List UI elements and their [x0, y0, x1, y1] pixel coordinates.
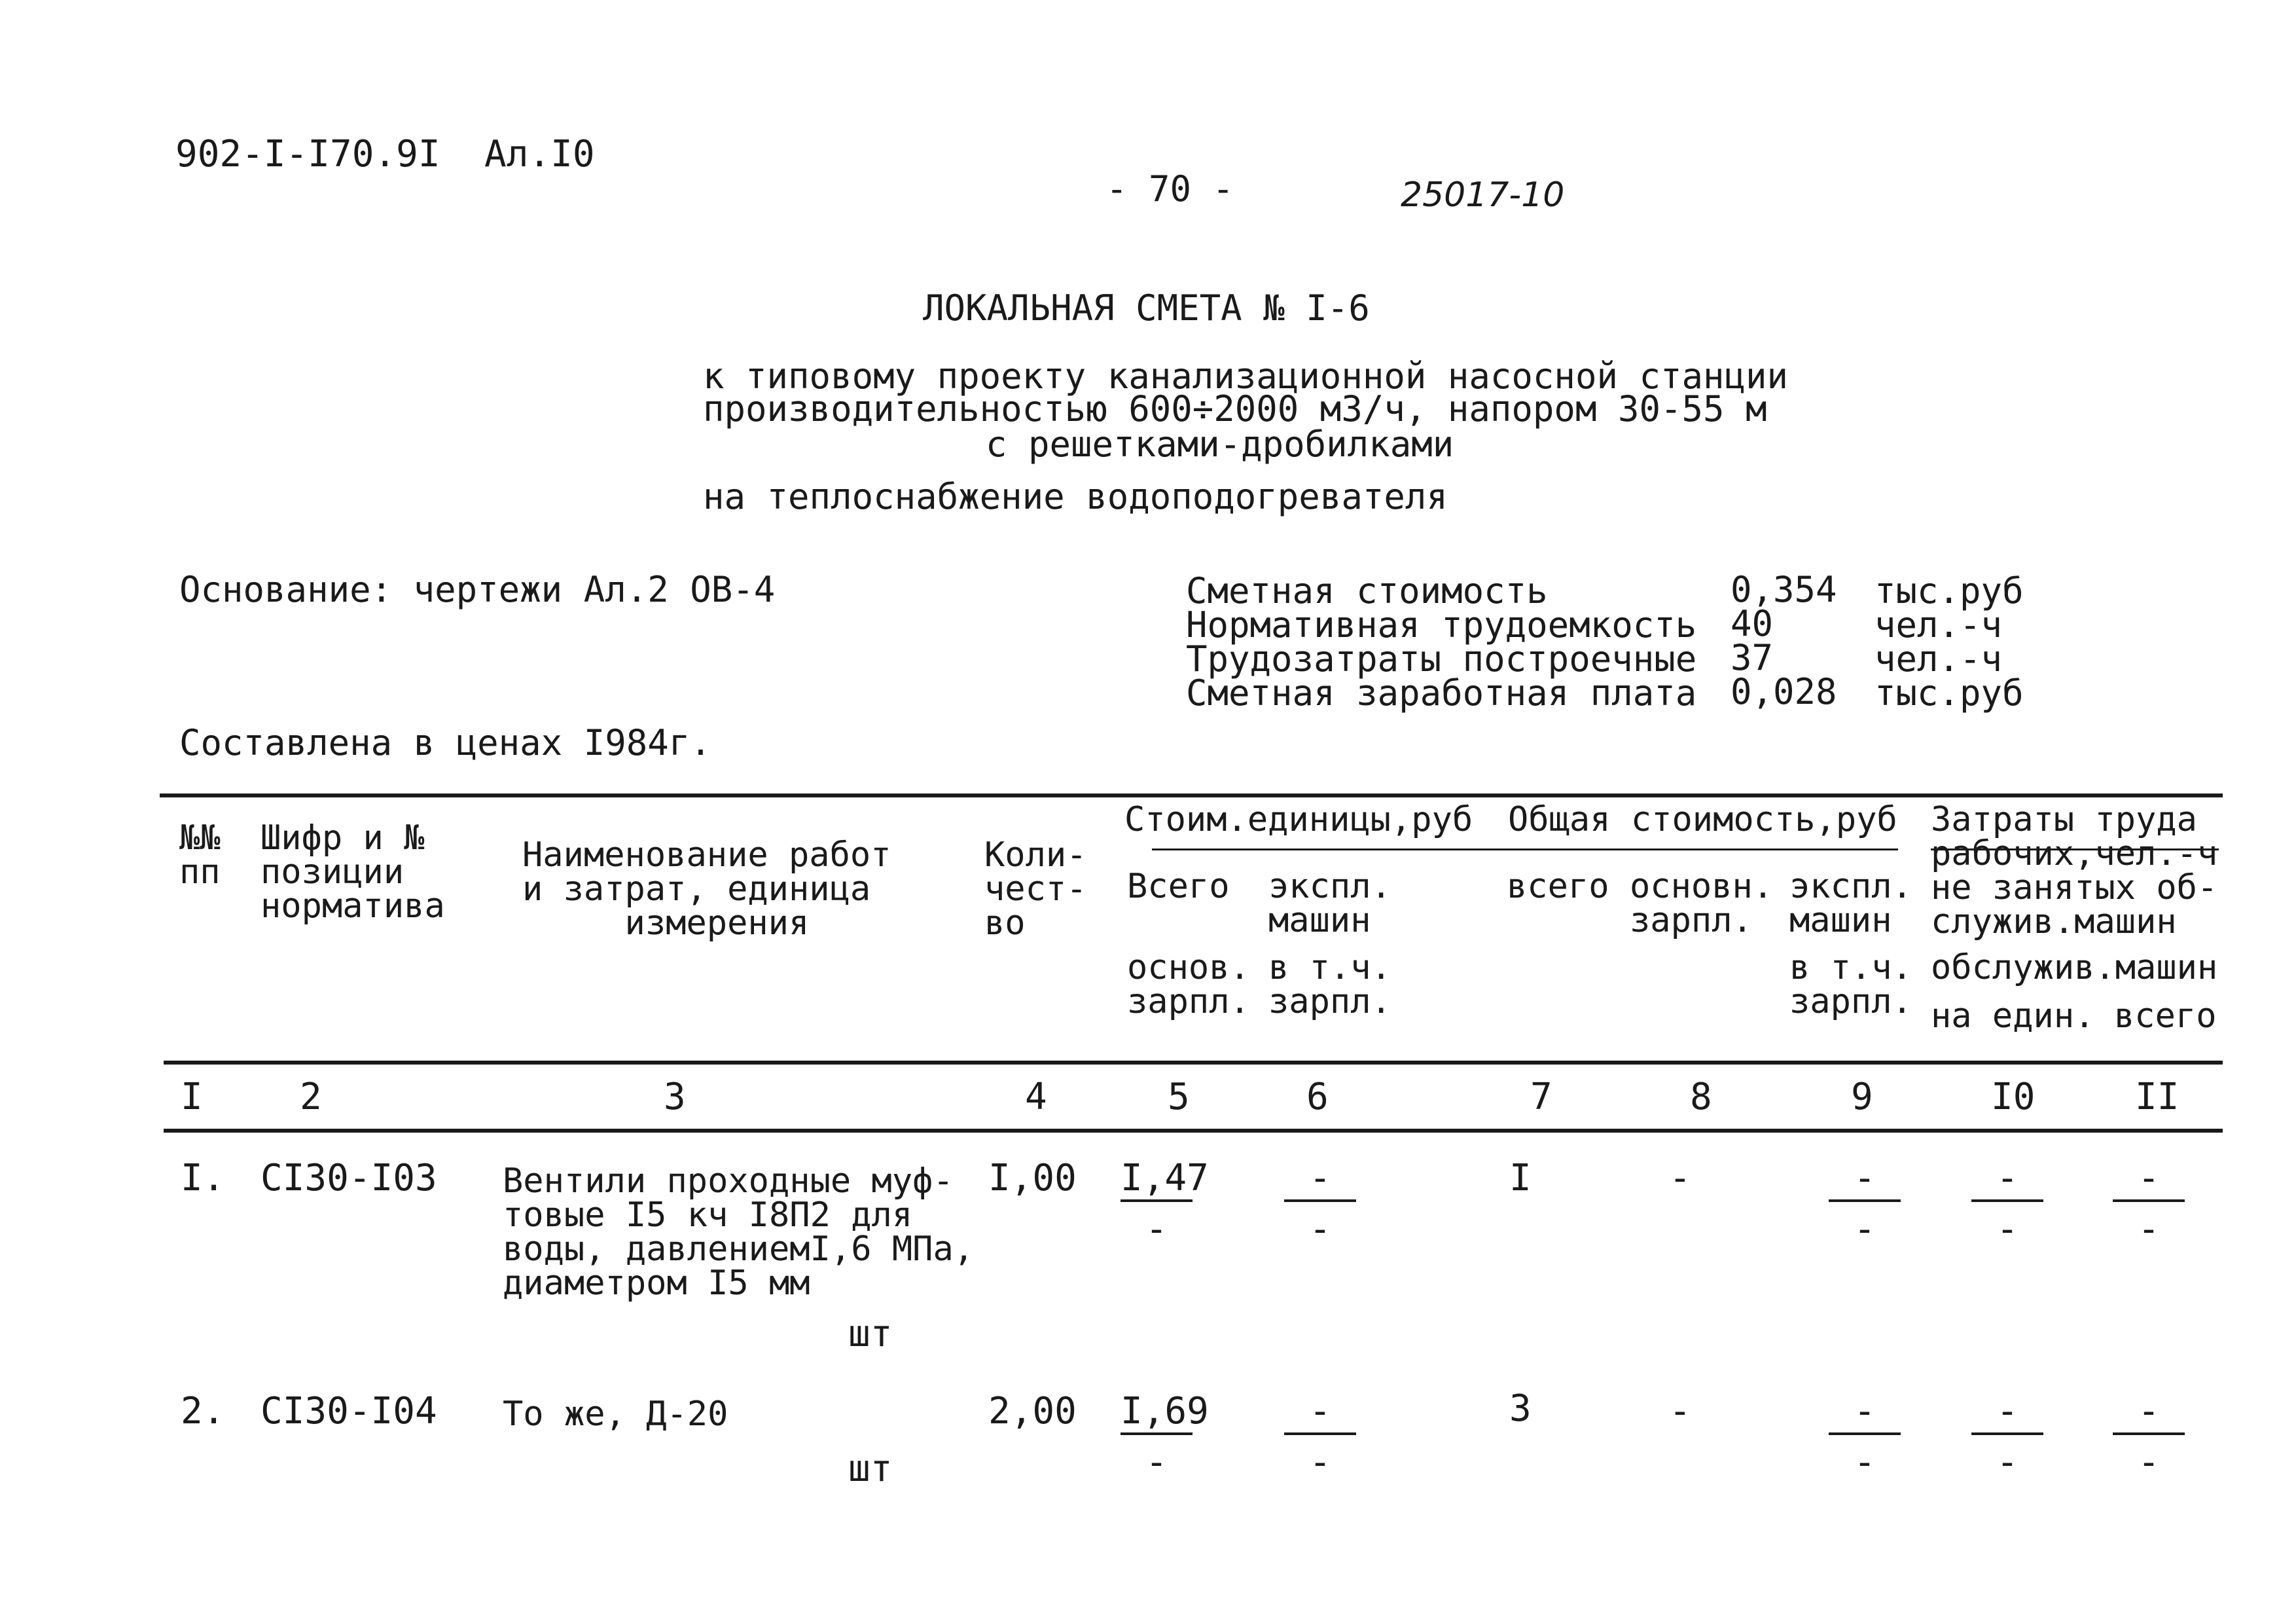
header-labor: Затраты труда [1931, 800, 2197, 839]
header-col6-bottom: в т.ч. зарпл. [1268, 948, 1391, 1021]
column-number: 6 [1306, 1076, 1329, 1118]
cell-col5 [1121, 1157, 1209, 1250]
cell-col8: - [1669, 1157, 1691, 1199]
header-col7: всего [1507, 867, 1609, 906]
column-number: I0 [1991, 1076, 2036, 1118]
title-line-1: к типовому проекту канализационной насосной станции [703, 356, 1789, 397]
summary-unit: тыс.руб [1874, 672, 2024, 714]
row-name: То же, Д-20 [503, 1395, 728, 1434]
row-unit: шт [848, 1313, 893, 1355]
col6-wages: - [1309, 1441, 1331, 1484]
column-number: 9 [1851, 1076, 1873, 1118]
cell-col11 [2113, 1390, 2185, 1484]
cell-col11 [2113, 1157, 2185, 1250]
summary-value: 40 [1731, 603, 1774, 644]
cell-col5 [1121, 1390, 1209, 1484]
cell-col7: 3 [1509, 1387, 1532, 1430]
header-name: Наименование работ и затрат, единица измерения [522, 835, 891, 943]
summary-unit: тыс.руб [1874, 570, 2024, 611]
summary-label: Сметная заработная плата [1186, 672, 1697, 714]
title-line-4: на теплоснабжение водоподогревателя [703, 476, 1448, 517]
row-code: СI30-I04 [260, 1390, 437, 1432]
col5-wages: - [1145, 1441, 1168, 1484]
document-code: 902-I-I70.9I Ал.I0 [175, 133, 595, 175]
col10-unit: - [1971, 1393, 2043, 1435]
row-unit: шт [848, 1448, 893, 1490]
cell-col6 [1284, 1157, 1356, 1250]
cell-col8: - [1669, 1390, 1691, 1432]
col11-total-service: - [2138, 1441, 2160, 1484]
column-number: 2 [300, 1076, 322, 1118]
col6-machines: - [1284, 1160, 1356, 1202]
summary-label: Трудозатраты построечные [1186, 638, 1697, 680]
header-col5-top: Всего [1127, 867, 1230, 906]
col11-total-service: - [2138, 1208, 2160, 1250]
col10-unit: - [1971, 1160, 2043, 1202]
col6-wages: - [1309, 1208, 1331, 1250]
row-number: 2. [181, 1390, 225, 1432]
header-code: Шифр и № позиции норматива [260, 818, 445, 926]
col6-machines: - [1284, 1393, 1356, 1435]
prices-note: Составлена в ценах I984г. [179, 722, 711, 763]
col5-wages: - [1145, 1208, 1168, 1250]
col9-machines: - [1829, 1393, 1901, 1435]
title-line-3: с решетками-дробилками [986, 424, 1454, 465]
page-number: - 70 - [1106, 168, 1234, 210]
column-number: 3 [664, 1076, 686, 1118]
row-quantity: 2,00 [988, 1390, 1077, 1432]
col9-wages: - [1854, 1441, 1876, 1484]
col5-total: I,47 [1121, 1160, 1193, 1202]
col11-total: - [2113, 1160, 2185, 1202]
summary-unit: чел.-ч [1874, 604, 2003, 646]
cell-col10 [1971, 1390, 2043, 1484]
column-number: 5 [1168, 1076, 1190, 1118]
header-total-cost: Общая стоимость,руб [1508, 800, 1897, 839]
summary-value: 0,028 [1731, 671, 1837, 712]
summary-value: 37 [1731, 637, 1774, 678]
header-col5-bottom: основ. зарпл. [1127, 948, 1250, 1021]
header-col6-top: экспл. машин [1268, 867, 1391, 940]
header-labor-bottom: обслужив.машин [1931, 948, 2218, 987]
row-name: Вентили проходные муф- товые I5 кч I8П2 для воды, давлениемI,6 МПа, диаметром I5 мм [503, 1161, 975, 1303]
header-row-number: №№ пп [179, 818, 221, 892]
row-number: I. [181, 1157, 225, 1199]
col10-unit-service: - [1996, 1441, 2018, 1484]
column-number: 4 [1025, 1076, 1047, 1118]
col9-wages: - [1854, 1208, 1876, 1250]
cell-col9 [1829, 1390, 1901, 1484]
table-top-rule [160, 793, 2223, 797]
basis-text: Основание: чертежи Ал.2 ОВ-4 [179, 569, 776, 610]
col9-machines: - [1829, 1160, 1901, 1202]
header-col10-bottom: на един. [1931, 996, 2095, 1036]
header-col8: основн. зарпл. [1630, 867, 1774, 940]
col5-total: I,69 [1121, 1393, 1193, 1435]
column-number: 7 [1530, 1076, 1552, 1118]
summary-label: Нормативная трудоемкость [1186, 604, 1697, 646]
header-col11-bottom: всего [2114, 996, 2217, 1036]
header-col9-top: экспл. машин [1789, 867, 1912, 940]
column-number: II [2135, 1076, 2179, 1118]
handwritten-number: 25017-10 [1401, 175, 1565, 215]
page-title: ЛОКАЛЬНАЯ СМЕТА № I-6 [923, 287, 1370, 329]
header-labor-sub: рабочих,чел.-ч не занятых об- служив.машин [1931, 834, 2218, 941]
row-quantity: I,00 [988, 1157, 1077, 1199]
column-numbers-rule [164, 1129, 2223, 1133]
cell-col6 [1284, 1390, 1356, 1484]
summary-value: 0,354 [1731, 569, 1837, 610]
header-quantity: Коли- чест- во [984, 835, 1087, 943]
header-col9-bottom: в т.ч. зарпл. [1789, 948, 1912, 1021]
header-sub-rule [1152, 848, 1898, 850]
summary-label: Сметная стоимость [1186, 570, 1548, 611]
header-unit-cost: Стоим.единицы,руб [1124, 800, 1473, 839]
cell-col10 [1971, 1157, 2043, 1250]
col10-unit-service: - [1996, 1208, 2018, 1250]
col11-total: - [2113, 1393, 2185, 1435]
title-line-2: производительностью 600÷2000 м3/ч, напором 30-55 м [703, 388, 1767, 429]
cell-col7: I [1509, 1157, 1532, 1199]
column-number: 8 [1690, 1076, 1712, 1118]
header-bottom-rule [164, 1061, 2223, 1065]
cell-col9 [1829, 1157, 1901, 1250]
row-code: СI30-I03 [260, 1157, 437, 1199]
column-number: I [181, 1076, 203, 1118]
summary-unit: чел.-ч [1874, 638, 2003, 680]
